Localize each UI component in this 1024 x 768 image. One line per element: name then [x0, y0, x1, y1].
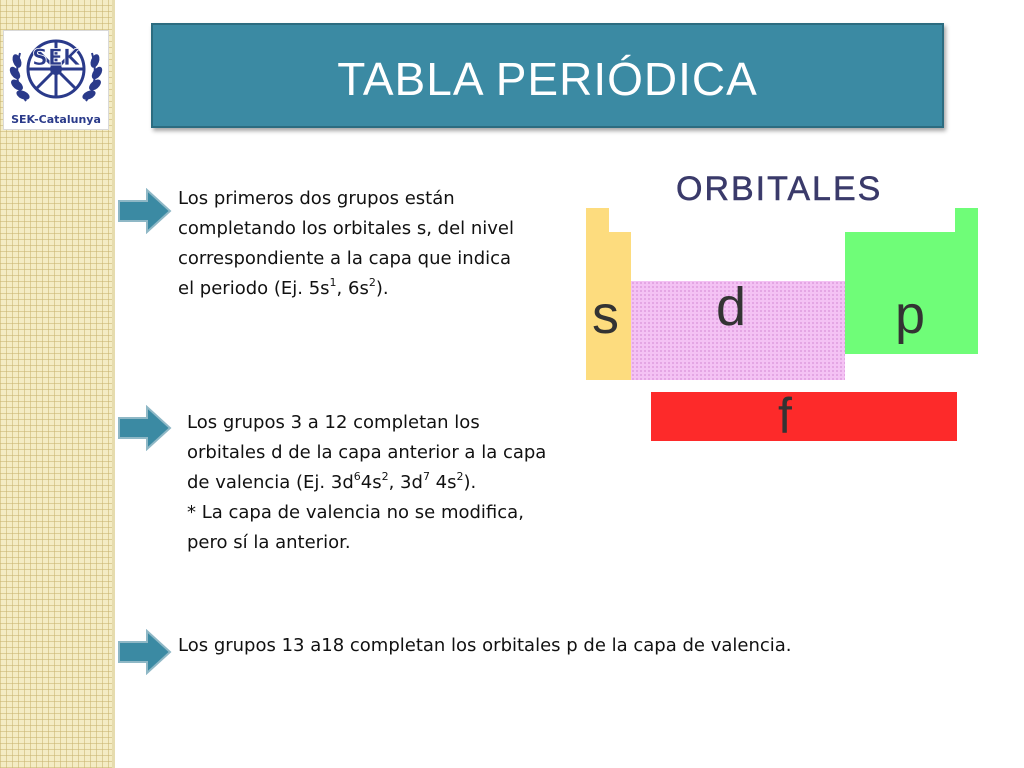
superscript: 6 — [353, 470, 361, 483]
s-block-top — [586, 208, 609, 232]
text-line — [178, 214, 578, 244]
text-line — [178, 274, 578, 304]
text-line — [187, 528, 607, 558]
p-block-label: p — [895, 285, 926, 345]
text-line — [178, 184, 578, 214]
d-block-label: d — [716, 277, 747, 337]
page-title: TABLA PERIÓDICA — [337, 53, 758, 105]
text-segment: Los primeros dos grupos están — [178, 188, 455, 209]
text-segment: orbitales d de la capa anterior a la capa — [187, 442, 547, 463]
p-block-top — [955, 208, 978, 232]
text-segment: completando los orbitales s, del nivel — [178, 218, 514, 239]
sek-logo — [3, 30, 109, 130]
text-segment: , 6s — [336, 278, 369, 299]
text-segment: de valencia (Ej. 3d — [187, 472, 354, 493]
arrow-right-icon — [117, 405, 172, 451]
title-banner — [151, 23, 944, 128]
superscript: 2 — [381, 470, 389, 483]
superscript: 2 — [368, 276, 376, 289]
s-block-label: s — [592, 285, 619, 345]
text-block-p-orbitals — [178, 631, 918, 661]
text-line — [187, 498, 607, 528]
superscript: 7 — [422, 470, 430, 483]
arrow-right-icon — [117, 188, 172, 234]
logo-emblem-text: SEK — [32, 46, 80, 71]
text-line — [178, 244, 578, 274]
text-line — [187, 408, 607, 438]
text-segment: correspondiente a la capa que indica — [178, 248, 512, 269]
superscript: 2 — [456, 470, 464, 483]
text-segment: * La capa de valencia no se modifica, — [187, 502, 524, 523]
text-line — [187, 438, 607, 468]
f-block — [651, 388, 957, 444]
text-segment: ). — [463, 472, 477, 493]
sek-emblem-icon — [4, 31, 108, 113]
text-segment: pero sí la anterior. — [187, 532, 351, 553]
text-segment: ). — [375, 278, 389, 299]
logo-caption: SEK-Catalunya — [11, 113, 101, 126]
text-block-d-orbitals — [187, 408, 607, 558]
text-segment: Los grupos 13 a18 completan los orbitales p de la capa de valencia. — [178, 635, 792, 656]
text-line — [178, 631, 918, 661]
text-segment: 4s — [360, 472, 382, 493]
text-segment: Los grupos 3 a 12 completan los — [187, 412, 480, 433]
text-segment: , 3d — [388, 472, 423, 493]
orbitals-title: ORBITALES — [676, 170, 883, 208]
superscript: 1 — [329, 276, 337, 289]
f-block-label: f — [778, 388, 792, 444]
arrow-right-icon — [117, 629, 172, 675]
text-segment: el periodo (Ej. 5s — [178, 278, 330, 299]
text-segment: 4s — [429, 472, 457, 493]
text-block-s-orbitals — [178, 184, 578, 304]
text-line — [187, 468, 607, 498]
